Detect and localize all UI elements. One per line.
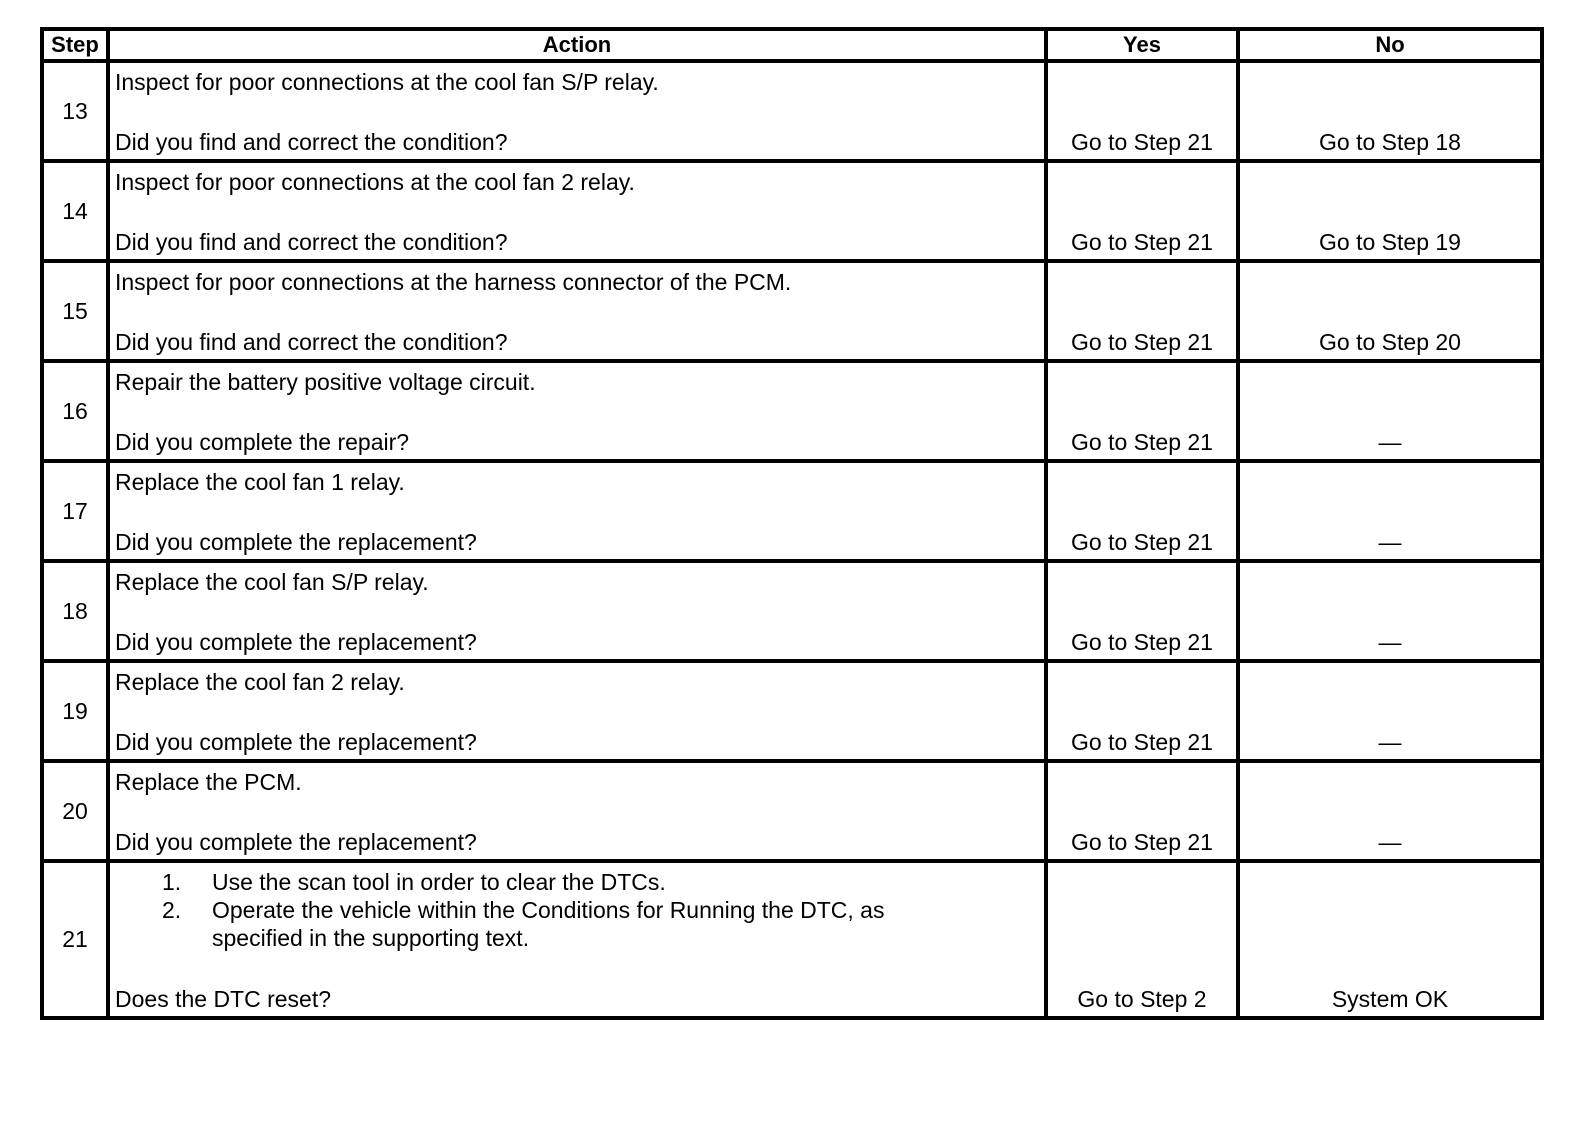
no-result: Go to Step 20 [1319, 329, 1461, 355]
no-result: — [1378, 829, 1402, 855]
question-text: Did you complete the replacement? [115, 629, 477, 655]
no-result: — [1378, 629, 1402, 655]
question-text: Did you complete the replacement? [115, 529, 477, 555]
yes-result: Go to Step 21 [1071, 229, 1213, 255]
yes-result: Go to Step 21 [1071, 629, 1213, 655]
question-text: Did you complete the replacement? [115, 829, 477, 855]
instruction-text: Replace the PCM. [115, 769, 302, 795]
step-number: 14 [42, 161, 108, 261]
yes-cell [1046, 161, 1238, 261]
step-number: 15 [42, 261, 108, 361]
yes-cell [1046, 261, 1238, 361]
header-row [42, 29, 1542, 61]
action-cell [108, 861, 1046, 1018]
yes-result: Go to Step 21 [1071, 129, 1213, 155]
instruction-text: Replace the cool fan S/P relay. [115, 569, 429, 595]
list-number: 2. [162, 897, 182, 923]
question-text: Does the DTC reset? [115, 986, 332, 1012]
no-result: Go to Step 19 [1319, 229, 1461, 255]
action-cell [108, 561, 1046, 661]
list-item [162, 896, 954, 952]
no-cell [1238, 261, 1542, 361]
list-text: Use the scan tool in order to clear the DTCs. [212, 869, 666, 895]
action-cell [108, 461, 1046, 561]
table-row [42, 61, 1542, 161]
no-cell [1238, 361, 1542, 461]
instruction-text: Replace the cool fan 2 relay. [115, 669, 405, 695]
action-cell [108, 261, 1046, 361]
action-cell [108, 661, 1046, 761]
no-cell [1238, 861, 1542, 1018]
yes-cell [1046, 861, 1238, 1018]
question-text: Did you complete the repair? [115, 429, 410, 455]
yes-cell [1046, 361, 1238, 461]
step-number: 21 [42, 861, 108, 1018]
diagnostic-table [40, 27, 1544, 1020]
table-row [42, 761, 1542, 861]
yes-result: Go to Step 21 [1071, 529, 1213, 555]
yes-result: Go to Step 2 [1077, 986, 1207, 1012]
table-row [42, 661, 1542, 761]
table-row [42, 461, 1542, 561]
question-text: Did you find and correct the condition? [115, 329, 508, 355]
step-number: 19 [42, 661, 108, 761]
question-text: Did you find and correct the condition? [115, 229, 508, 255]
table-row [42, 161, 1542, 261]
step-number: 20 [42, 761, 108, 861]
list-number: 1. [162, 869, 182, 895]
step-number: 16 [42, 361, 108, 461]
instruction-text: Inspect for poor connections at the cool fan S/P relay. [115, 69, 659, 95]
question-text: Did you complete the replacement? [115, 729, 477, 755]
yes-cell [1046, 461, 1238, 561]
yes-result: Go to Step 21 [1071, 429, 1213, 455]
step-number: 18 [42, 561, 108, 661]
action-cell [108, 161, 1046, 261]
header-no: No [1238, 29, 1542, 61]
table-row [42, 561, 1542, 661]
numbered-list [162, 868, 954, 952]
yes-result: Go to Step 21 [1071, 829, 1213, 855]
header-step: Step [42, 29, 108, 61]
header-yes: Yes [1046, 29, 1238, 61]
no-cell [1238, 561, 1542, 661]
yes-cell [1046, 661, 1238, 761]
instruction-text: Inspect for poor connections at the harness connector of the PCM. [115, 269, 792, 295]
yes-result: Go to Step 21 [1071, 729, 1213, 755]
no-cell [1238, 161, 1542, 261]
no-result: System OK [1331, 986, 1449, 1012]
step-number: 17 [42, 461, 108, 561]
yes-cell [1046, 561, 1238, 661]
action-cell [108, 761, 1046, 861]
no-result: Go to Step 18 [1319, 129, 1461, 155]
no-result: — [1378, 429, 1402, 455]
list-item [162, 868, 954, 896]
no-cell [1238, 661, 1542, 761]
yes-result: Go to Step 21 [1071, 329, 1213, 355]
table-row [42, 361, 1542, 461]
instruction-text: Replace the cool fan 1 relay. [115, 469, 405, 495]
action-cell [108, 361, 1046, 461]
table-row [42, 261, 1542, 361]
list-text: Operate the vehicle within the Conditions for Running the DTC, as specified in the supporting text. [212, 897, 885, 951]
no-result: — [1378, 729, 1402, 755]
yes-cell [1046, 61, 1238, 161]
header-action: Action [108, 29, 1046, 61]
no-cell [1238, 461, 1542, 561]
step-number: 13 [42, 61, 108, 161]
no-cell [1238, 761, 1542, 861]
no-cell [1238, 61, 1542, 161]
action-cell [108, 61, 1046, 161]
no-result: — [1378, 529, 1402, 555]
instruction-text: Repair the battery positive voltage circuit. [115, 369, 536, 395]
yes-cell [1046, 761, 1238, 861]
instruction-text: Inspect for poor connections at the cool fan 2 relay. [115, 169, 635, 195]
table-row [42, 861, 1542, 1018]
question-text: Did you find and correct the condition? [115, 129, 508, 155]
